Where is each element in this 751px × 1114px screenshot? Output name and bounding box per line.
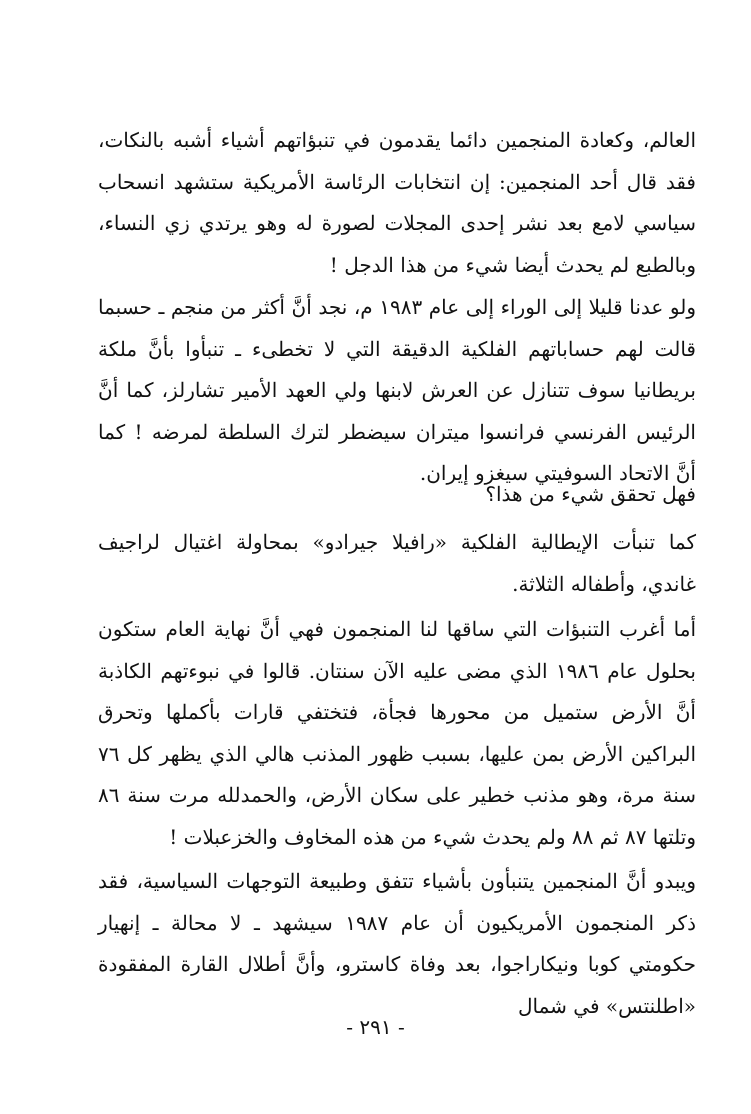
body-text-5 <box>98 609 696 858</box>
paragraph-1: العالم، وكعادة المنجمين دائما يقدمون في تنبؤاتهم أشياء أشبه بالنكات، فقد قال أحد المنجمين: إن انتخابات الرئاسة الأمريكية ستشهد انسحاب سياسي لامع بعد نشر إحدى المجلات لصورة له وهو يرتدي زي النساء، وبالطبع لم يحدث أيضا شيء من هذا الدجل ! <box>98 128 696 277</box>
paragraph-2: ولو عدنا قليلا إلى الوراء إلى عام ١٩٨٣ م، نجد أنَّ أكثر من منجم ـ حسبما قالت لهم حساباتهم الفلكية الدقيقة التي لا تخطىء ـ تنبأوا بأنَّ ملكة بريطانيا سوف تتنازل عن العرش لابنها ولي العهد الأمير تشارلز، كما أنَّ الرئيس الفرنسي فرانسوا ميتران سيضطر لترك السلطة لمرضه ! كما أنَّ الاتحاد السوفيتي سيغزو إيران. <box>98 295 696 485</box>
body-text-4 <box>98 522 696 605</box>
paragraph-6: ويبدو أنَّ المنجمين يتنبأون بأشياء تتفق وطبيعة التوجهات السياسية، فقد ذكر المنجمون الأمريكيون أن عام ١٩٨٧ سيشهد ـ لا محالة ـ إنهيار حكومتي كوبا ونيكاراجوا، بعد وفاة كاسترو، وأنَّ أطلال القارة المفقودة «اطلنتس» في شمال <box>98 869 696 1018</box>
body-text-3 <box>98 474 696 516</box>
body-text <box>98 120 696 286</box>
paragraph-4: كما تنبأت الإيطالية الفلكية «رافيلا جيرادو» بمحاولة اغتيال لراجيف غاندي، وأطفاله الثلاثة. <box>98 530 696 596</box>
page-number: - ٢٩١ - <box>346 1015 405 1039</box>
paragraph-3: فهل تحقق شيء من هذا؟ <box>485 482 696 506</box>
paragraph-5: أما أغرب التنبؤات التي ساقها لنا المنجمون فهي أنَّ نهاية العام ستكون بحلول عام ١٩٨٦ الذي مضى عليه الآن سنتان. قالوا في نبوءتهم الكاذبة أنَّ الأرض ستميل من محورها فجأة، فتختفي قارات بأكملها وتحرق البراكين الأرض بمن عليها، بسبب ظهور المذنب هالي الذي يظهر كل ٧٦ سنة مرة، وهو مذنب خطير على سكان الأرض، والحمدلله مرت سنة ٨٦ وتلتها ٨٧ ثم ٨٨ ولم يحدث شيء من هذه المخاوف والخزعبلات ! <box>98 617 696 849</box>
body-text-2 <box>98 287 696 495</box>
body-text-6 <box>98 861 696 1027</box>
